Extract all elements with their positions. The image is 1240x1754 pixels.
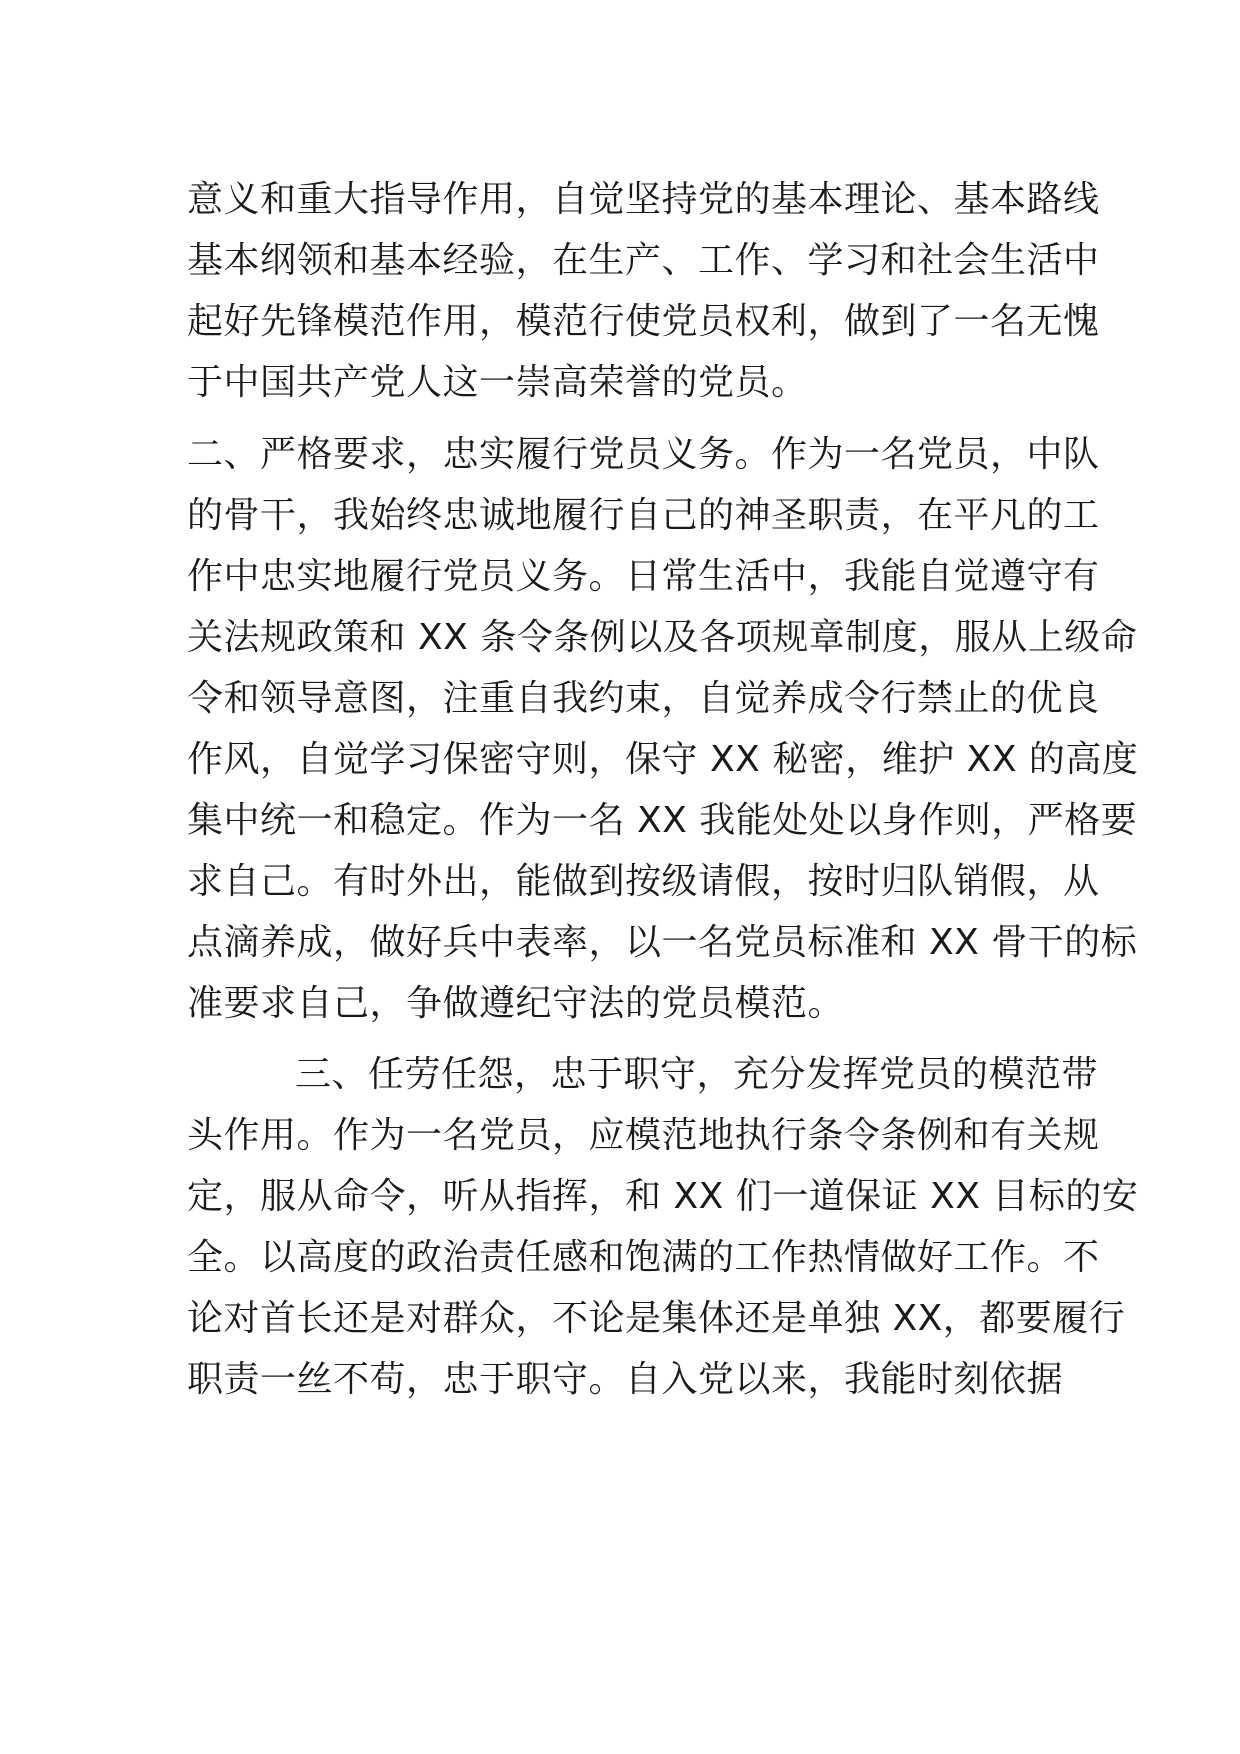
section-heading-line: 三、任劳任怨，忠于职守，充分发挥党员的模范带 [295,1054,1099,1095]
paragraph-line: 作风，自觉学习保密守则，保守 XX 秘密，维护 XX 的高度 [187,739,1139,780]
section-heading-line: 二、严格要求，忠实履行党员义务。作为一名党员，中队 [187,434,1100,475]
paragraph-line: 基本纲领和基本经验，在生产、工作、学习和社会生活中 [187,240,1100,281]
paragraph-line: 准要求自己，争做遵纪守法的党员模范。 [187,983,845,1024]
paragraph-line: 意义和重大指导作用，自觉坚持党的基本理论、基本路线 [187,179,1100,220]
paragraph-line: 全。以高度的政治责任感和饱满的工作热情做好工作。不 [187,1237,1100,1278]
paragraph-line: 点滴养成，做好兵中表率，以一名党员标准和 XX 骨干的标 [187,922,1138,963]
paragraph-line: 作中忠实地履行党员义务。日常生活中，我能自觉遵守有 [187,556,1100,597]
paragraph-line: 起好先锋模范作用，模范行使党员权利，做到了一名无愧 [187,301,1100,342]
paragraph-line: 于中国共产党人这一崇高荣誉的党员。 [187,362,808,403]
paragraph-line: 职责一丝不苟，忠于职守。自入党以来，我能时刻依据 [187,1359,1064,1400]
paragraph-line: 头作用。作为一名党员，应模范地执行条令条例和有关规 [187,1115,1100,1156]
paragraph-line: 定，服从命令，听从指挥，和 XX 们一道保证 XX 目标的安 [187,1176,1139,1217]
paragraph-line: 关法规政策和 XX 条令条例以及各项规章制度，服从上级命 [187,617,1138,658]
paragraph-line: 的骨干，我始终忠诚地履行自己的神圣职责，在平凡的工 [187,495,1100,536]
paragraph-line: 集中统一和稳定。作为一名 XX 我能处处以身作则，严格要 [187,800,1138,841]
paragraph-line: 论对首长还是对群众，不论是集体还是单独 XX，都要履行 [187,1298,1126,1339]
paragraph-line: 求自己。有时外出，能做到按级请假，按时归队销假，从 [187,861,1100,902]
paragraph-line: 令和领导意图，注重自我约束，自觉养成令行禁止的优良 [187,678,1100,719]
